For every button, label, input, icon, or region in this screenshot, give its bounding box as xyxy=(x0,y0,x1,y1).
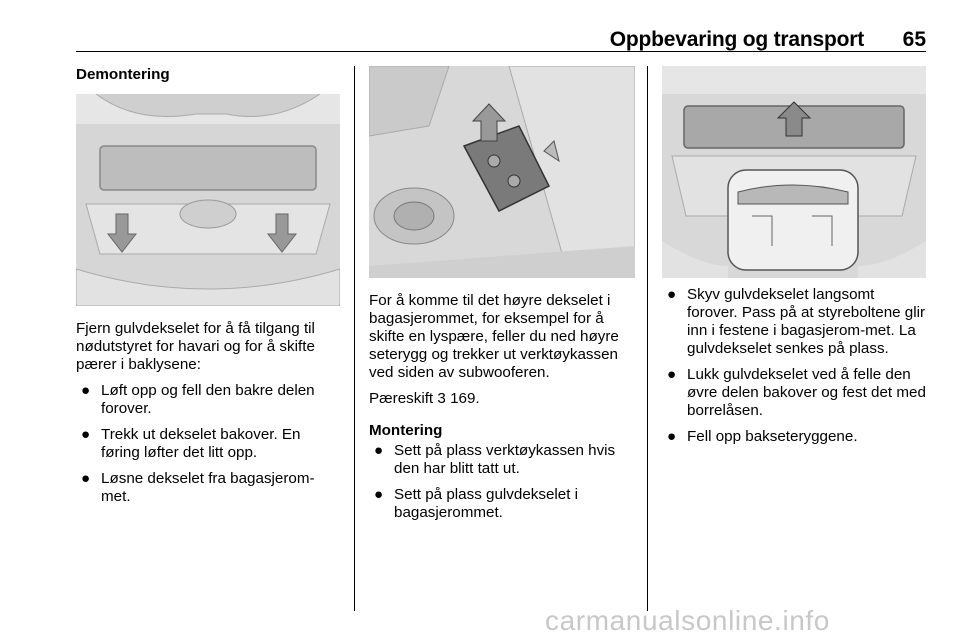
list-item: ● Sett på plass verktøykassen hvis den har blitt tatt ut. xyxy=(374,442,616,477)
section-heading-montering: Montering xyxy=(369,422,443,439)
bullet-icon: ● xyxy=(374,442,384,459)
watermark-logo: carmanualsonline.info xyxy=(545,605,830,636)
list-item: ● Lukk gulvdekselet ved å felle den øvre delen bakover og fest det med borrelåsen. xyxy=(667,366,926,419)
list-item: ● Skyv gulvdekselet langsomt forover. Pass på at styreboltene glir inn i festene i bagasjerom-met. La gulvdekselet senkes på plass. xyxy=(667,286,926,357)
bullet-icon: ● xyxy=(81,426,91,443)
page-title: Oppbevaring og transport xyxy=(609,28,864,51)
toolbox-paragraph: For å komme til det høyre dekselet i bagasjerommet, for eksempel for å skifte en lyspære, feller du ned høyre seterygg og trekker ut verktøykassen ved siden av subwooferen. xyxy=(369,292,619,381)
removal-steps-list xyxy=(76,382,340,506)
column-3 xyxy=(662,66,926,446)
page-number: 65 xyxy=(902,28,926,51)
bullet-icon: ● xyxy=(667,428,677,445)
bullet-icon: ● xyxy=(667,286,677,303)
floor-cover-installation-illustration xyxy=(662,66,926,278)
column-divider xyxy=(354,66,355,611)
intro-paragraph: Fjern gulvdekselet for å få tilgang til nødutstyret for havari og for å skifte pærer i baklysene: xyxy=(76,320,315,373)
bullet-icon: ● xyxy=(374,486,384,503)
bullet-icon: ● xyxy=(81,470,91,487)
list-item: ● Sett på plass gulvdekselet i bagasjerommet. xyxy=(374,486,579,521)
list-item: ● Trekk ut dekselet bakover. En føring løfter det litt opp. xyxy=(81,426,301,461)
column-1 xyxy=(76,66,340,506)
installation-steps-list-cont xyxy=(662,286,926,446)
cross-reference xyxy=(369,390,635,408)
toolbox-subwoofer-illustration xyxy=(369,66,635,278)
list-item: ● Løft opp og fell den bakre delen forover. xyxy=(81,382,315,417)
page-header xyxy=(76,26,926,52)
trunk-floor-cover-removal-illustration xyxy=(76,94,340,306)
bullet-icon: ● xyxy=(667,366,677,383)
reference-label: Pæreskift xyxy=(369,390,434,407)
list-item: ● Løsne dekselet fra bagasjerom-met. xyxy=(81,470,315,505)
column-divider xyxy=(647,66,648,611)
section-heading-demontering: Demontering xyxy=(76,66,170,83)
bullet-icon: ● xyxy=(81,382,91,399)
column-2 xyxy=(369,66,635,522)
reference-page: 169. xyxy=(450,390,480,407)
list-item: ● Fell opp bakseteryggene. xyxy=(667,428,858,445)
installation-steps-list xyxy=(369,442,635,522)
reference-arrow-icon: 3 xyxy=(437,390,446,407)
